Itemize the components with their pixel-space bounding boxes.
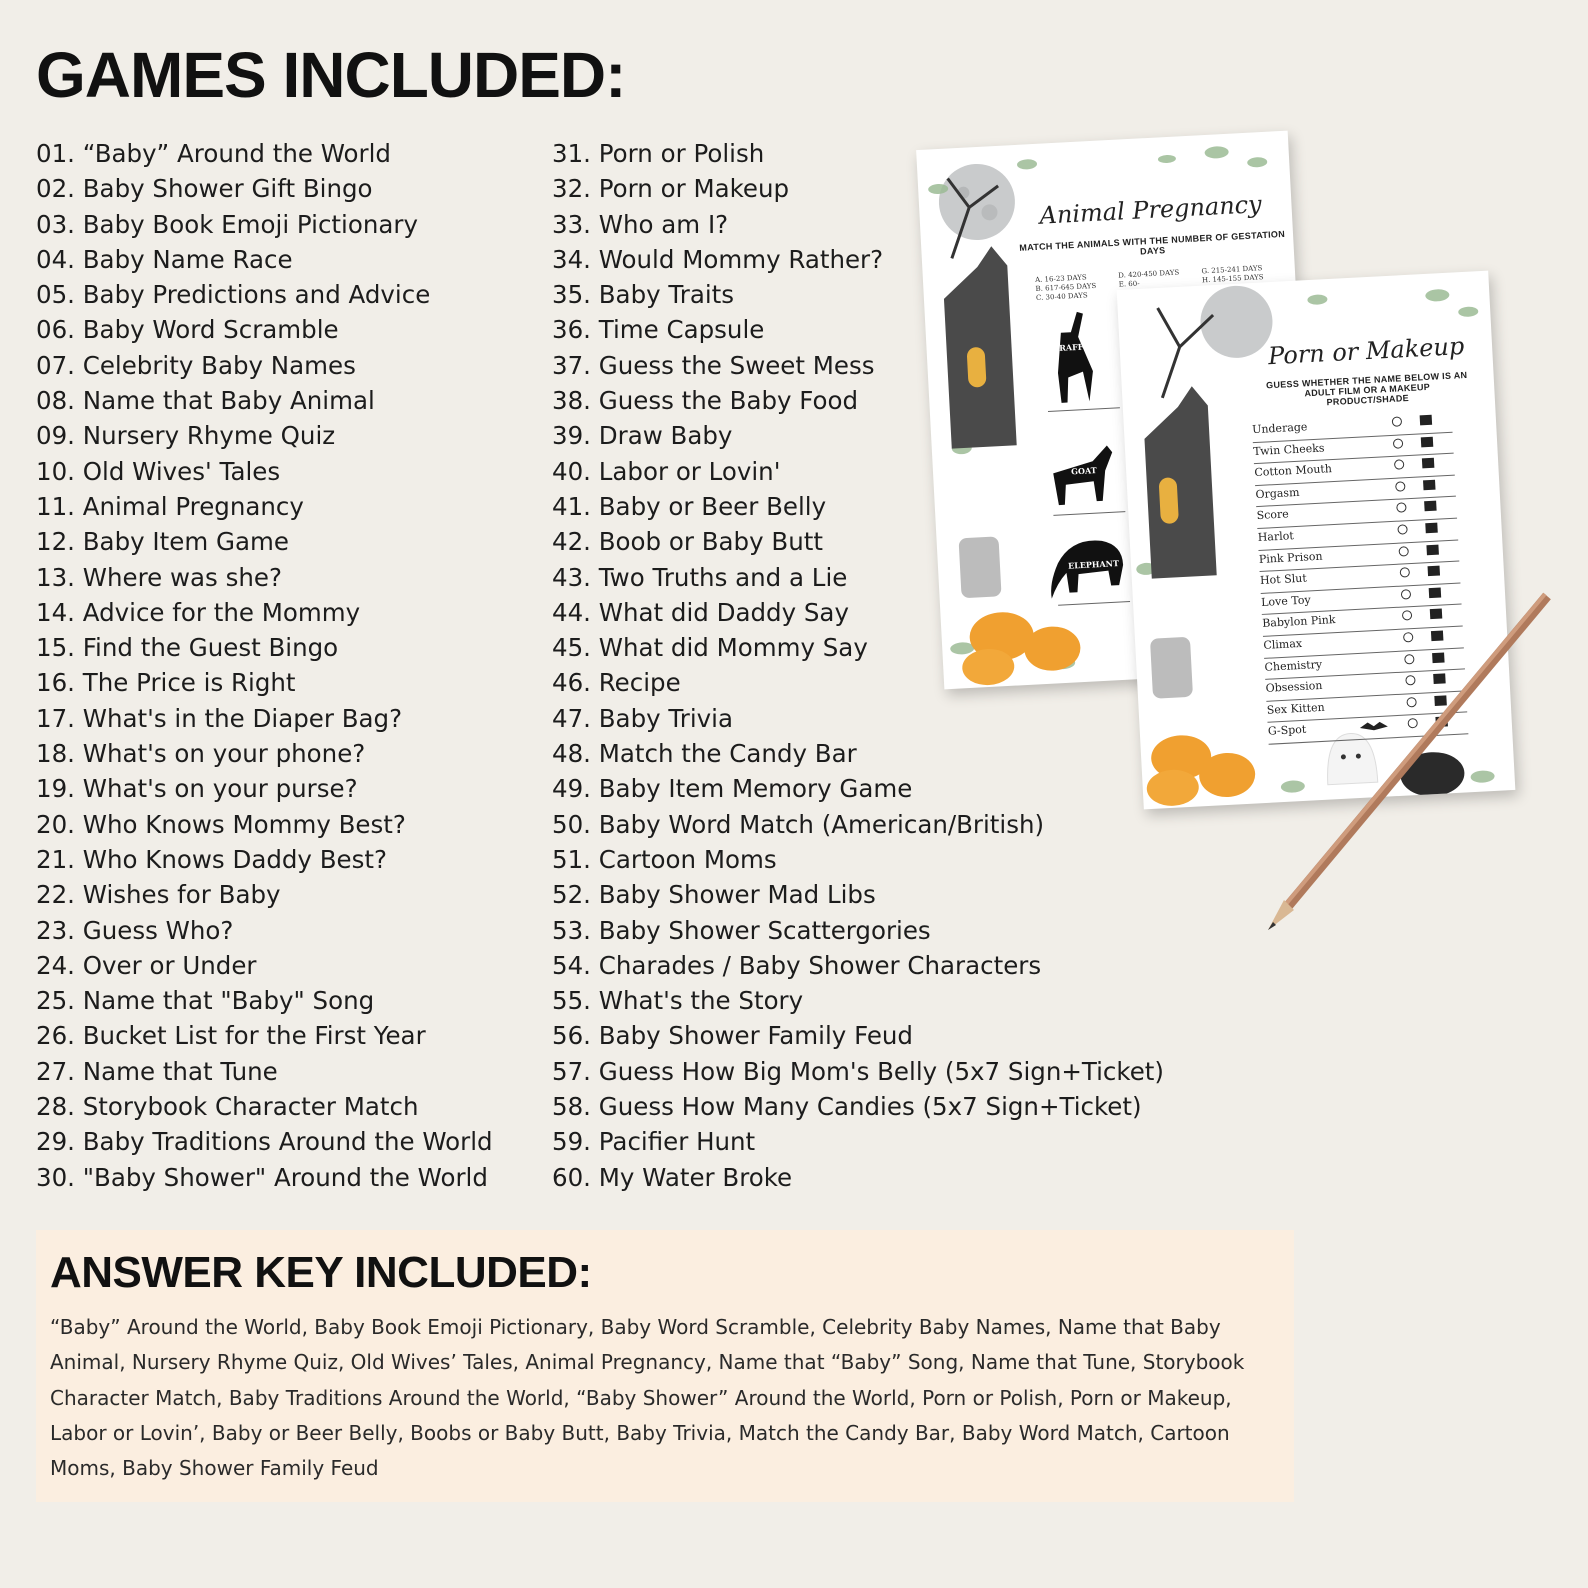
gestation-day-option: C. 30-40 DAYS	[1035, 291, 1088, 303]
game-list-item: 40. Labor or Lovin'	[552, 456, 781, 486]
game-list-item: 45. What did Mommy Say	[552, 633, 868, 663]
game-list-item: 34. Would Mommy Rather?	[552, 244, 884, 274]
game-list-item: 42. Boob or Baby Butt	[552, 527, 823, 557]
film-clapper-icon	[1422, 458, 1435, 469]
makeup-icon	[1397, 524, 1408, 535]
game-list-item: 41. Baby or Beer Belly	[552, 491, 827, 521]
game-list-item: 37. Guess the Sweet Mess	[552, 350, 875, 380]
game-list-item: 59. Pacifier Hunt	[552, 1127, 756, 1157]
makeup-icon	[1396, 503, 1407, 514]
word-label: Underage	[1251, 420, 1308, 437]
haunted-house-icon	[1142, 386, 1217, 579]
word-label: Hot Slut	[1259, 571, 1308, 588]
word-label: Obsession	[1265, 679, 1323, 695]
makeup-icon	[1393, 438, 1404, 449]
word-label: Love Toy	[1260, 593, 1311, 609]
game-list-item: 58. Guess How Many Candies (5x7 Sign+Ticket)	[552, 1092, 1142, 1122]
giraffe-label: GIRAFFE	[1048, 341, 1090, 354]
game-list-item: 10. Old Wives' Tales	[36, 456, 281, 486]
gestation-day-option: G. 215-241 DAYS	[1201, 264, 1263, 276]
answer-key-box	[36, 1230, 1294, 1502]
word-label: Cotton Mouth	[1254, 462, 1333, 480]
game-list-item: 30. "Baby Shower" Around the World	[36, 1162, 488, 1192]
game-list-item: 22. Wishes for Baby	[36, 880, 281, 910]
game-list-item: 32. Porn or Makeup	[552, 174, 790, 204]
game-list-item: 31. Porn or Polish	[552, 139, 765, 168]
game-list-item: 16. The Price is Right	[36, 668, 296, 698]
gestation-day-option: A. 16-23 DAYS	[1034, 273, 1087, 285]
game-list-item: 47. Baby Trivia	[552, 703, 733, 733]
game-list-item: 49. Baby Item Memory Game	[552, 774, 913, 804]
game-list-item: 05. Baby Predictions and Advice	[36, 280, 431, 310]
page-title: GAMES INCLUDED:	[36, 39, 626, 111]
game-list-item: 36. Time Capsule	[552, 315, 765, 345]
game-list-item: 55. What's the Story	[552, 986, 804, 1016]
word-label: G-Spot	[1267, 723, 1307, 739]
game-list-item: 09. Nursery Rhyme Quiz	[36, 421, 336, 451]
word-label: Score	[1256, 507, 1290, 523]
game-list-item: 26. Bucket List for the First Year	[36, 1021, 426, 1051]
game-list-item: 21. Who Knows Daddy Best?	[36, 844, 387, 874]
game-list-item: 15. Find the Guest Bingo	[36, 633, 339, 663]
film-clapper-icon	[1423, 479, 1436, 490]
makeup-icon	[1400, 567, 1411, 578]
game-list-item: 43. Two Truths and a Lie	[552, 562, 848, 592]
film-clapper-icon	[1426, 544, 1439, 555]
game-list-item: 52. Baby Shower Mad Libs	[552, 880, 876, 910]
makeup-icon	[1394, 459, 1405, 470]
game-list-item: 07. Celebrity Baby Names	[36, 350, 356, 380]
games-list-column-1	[36, 136, 493, 1195]
word-label: Harlot	[1257, 529, 1295, 545]
game-list-item: 51. Cartoon Moms	[552, 844, 777, 874]
game-list-item: 44. What did Daddy Say	[552, 597, 849, 627]
film-clapper-icon	[1420, 415, 1433, 426]
makeup-icon	[1392, 416, 1403, 427]
word-label: Sex Kitten	[1266, 700, 1326, 717]
film-clapper-icon	[1428, 566, 1441, 577]
pencil-icon	[1262, 588, 1562, 938]
game-list-item: 23. Guess Who?	[36, 915, 234, 945]
film-clapper-icon	[1424, 501, 1437, 512]
film-clapper-icon	[1421, 436, 1434, 447]
game-list-item: 56. Baby Shower Family Feud	[552, 1021, 913, 1051]
game-list-item: 06. Baby Word Scramble	[36, 315, 339, 345]
game-list-item: 19. What's on your purse?	[36, 774, 358, 804]
word-label: Chemistry	[1264, 657, 1323, 674]
card2-subtitle: GUESS WHETHER THE NAME BELOW IS AN ADULT FILM OR A MAKEUP PRODUCT/SHADE	[1265, 369, 1468, 408]
game-list-item: 24. Over or Under	[36, 950, 257, 980]
word-label: Orgasm	[1255, 485, 1300, 501]
game-list-item: 17. What's in the Diaper Bag?	[36, 703, 403, 733]
makeup-icon	[1395, 481, 1406, 492]
game-list-item: 03. Baby Book Emoji Pictionary	[36, 209, 418, 239]
elephant-label: ELEPHANT	[1067, 558, 1120, 571]
game-list-item: 13. Where was she?	[36, 562, 282, 592]
goat-label: GOAT	[1070, 465, 1097, 477]
game-list-item: 53. Baby Shower Scattergories	[552, 915, 931, 945]
word-label: Babylon Pink	[1261, 613, 1336, 631]
word-label: Pink Prison	[1258, 549, 1323, 566]
card1-subtitle: MATCH THE ANIMALS WITH THE NUMBER OF GESTATION DAYS	[1019, 228, 1286, 257]
game-list-item: 60. My Water Broke	[552, 1162, 793, 1192]
game-list-item: 27. Name that Tune	[36, 1056, 278, 1086]
game-list-item: 12. Baby Item Game	[36, 527, 289, 557]
gestation-day-option: D. 420-450 DAYS	[1118, 268, 1180, 280]
game-list-item: 46. Recipe	[552, 668, 681, 698]
game-list-item: 02. Baby Shower Gift Bingo	[36, 174, 373, 204]
word-label: Climax	[1263, 636, 1303, 652]
game-list-item: 08. Name that Baby Animal	[36, 386, 375, 416]
game-list-item: 14. Advice for the Mommy	[36, 597, 361, 627]
pumpkin-icon	[959, 608, 1082, 686]
card2-title: Porn or Makeup	[1267, 332, 1465, 371]
game-list-item: 48. Match the Candy Bar	[552, 739, 857, 769]
game-list-item: 28. Storybook Character Match	[36, 1092, 419, 1122]
answer-key-text: “Baby” Around the World, Baby Book Emoji Pictionary, Baby Word Scramble, Celebrity Baby Names, Name that Baby Animal, Nursery Rhyme Quiz, Old Wives’ Tales, Animal Pregnancy, Name that “Baby” Song, Name that Tune, Storybook Character Match, Baby Traditions Around the World, “Baby Shower” Around the World, Porn or Polish, Porn or Makeup, Labor or Lovin’, Baby or Beer Belly, Boobs or Baby Butt, Baby Trivia, Match the Candy Bar, Baby Word Match, Cartoon Moms, Baby Shower Family Feud	[50, 1315, 1245, 1481]
game-list-item: 33. Who am I?	[552, 209, 729, 239]
game-list-item: 18. What's on your phone?	[36, 739, 366, 769]
game-list-item: 25. Name that "Baby" Song	[36, 986, 375, 1016]
game-list-item: 35. Baby Traits	[552, 280, 735, 310]
word-label: Twin Cheeks	[1252, 441, 1325, 458]
answer-key-title: ANSWER KEY INCLUDED:	[50, 1248, 592, 1297]
game-list-item: 38. Guess the Baby Food	[552, 386, 859, 416]
haunted-house-icon	[941, 246, 1016, 449]
gestation-day-option: E. 60-	[1118, 279, 1140, 289]
game-list-item: 20. Who Knows Mommy Best?	[36, 809, 406, 839]
game-list-item: 50. Baby Word Match (American/British)	[552, 809, 1045, 839]
game-list-item: 04. Baby Name Race	[36, 244, 293, 274]
game-list-item: 54. Charades / Baby Shower Characters	[552, 950, 1042, 980]
gestation-day-option: B. 617-645 DAYS	[1035, 281, 1097, 294]
gestation-day-option: H. 145-155 DAYS	[1201, 273, 1264, 285]
game-list-item: 11. Animal Pregnancy	[36, 491, 304, 521]
makeup-icon	[1398, 546, 1409, 557]
game-list-item: 57. Guess How Big Mom's Belly (5x7 Sign+Ticket)	[552, 1056, 1164, 1086]
game-list-item: 01. “Baby” Around the World	[36, 139, 391, 168]
pumpkin-icon	[1144, 732, 1257, 808]
film-clapper-icon	[1425, 523, 1438, 534]
game-list-item: 29. Baby Traditions Around the World	[36, 1127, 493, 1157]
card1-title: Animal Pregnancy	[1038, 190, 1263, 230]
game-list-item: 39. Draw Baby	[552, 421, 733, 451]
